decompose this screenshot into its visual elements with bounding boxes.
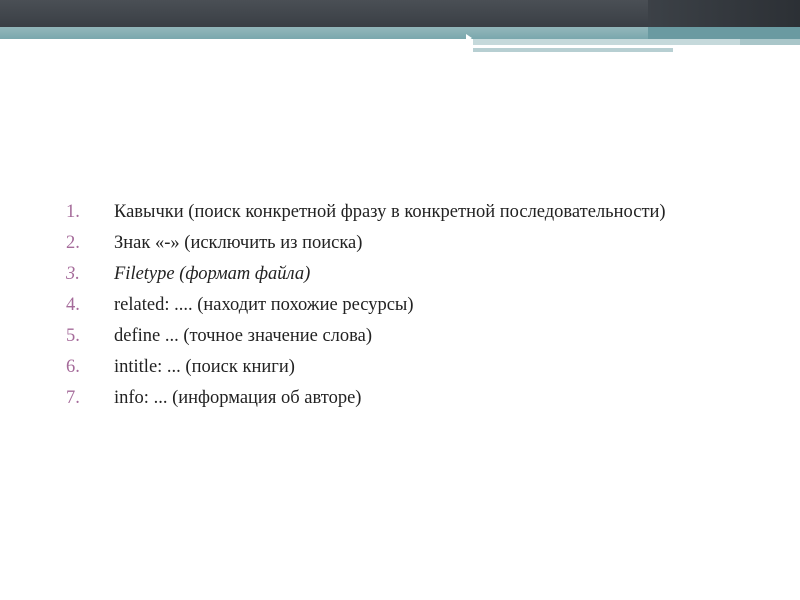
list-item-text: define ... (точное значение слова) (114, 326, 373, 346)
header-dark-bar-right (648, 0, 800, 27)
list-item-text: Знак «-» (исключить из поиска) (114, 233, 363, 253)
list-item-text: info: ... (информация об авторе) (114, 388, 362, 408)
list-item (66, 230, 686, 257)
list-item (66, 292, 686, 319)
list-item-number: 2. (66, 233, 80, 253)
list-item (66, 385, 686, 412)
header-thin-bar (473, 48, 673, 52)
list-item-number: 5. (66, 326, 80, 346)
numbered-list (66, 199, 686, 416)
list-item-number: 4. (66, 295, 80, 315)
header-light-bar-right (740, 39, 800, 45)
list-item-text: related: .... (находит похожие ресурсы) (114, 295, 414, 315)
list-item (66, 261, 686, 288)
triangle-marker-icon (466, 34, 472, 42)
list-item-number: 7. (66, 388, 80, 408)
list-item-number: 3. (66, 264, 80, 284)
list-item-text: Filetype (формат файла) (114, 264, 311, 284)
list-item (66, 354, 686, 381)
list-item (66, 323, 686, 350)
list-item-text: intitle: ... (поиск книги) (114, 357, 295, 377)
list-item-number: 1. (66, 202, 80, 222)
list-item-number: 6. (66, 357, 80, 377)
list-item-text: Кавычки (поиск конкретной фразу в конкретной последовательности) (114, 202, 666, 222)
header-teal-bar-right (648, 27, 800, 39)
list-item (66, 199, 686, 226)
